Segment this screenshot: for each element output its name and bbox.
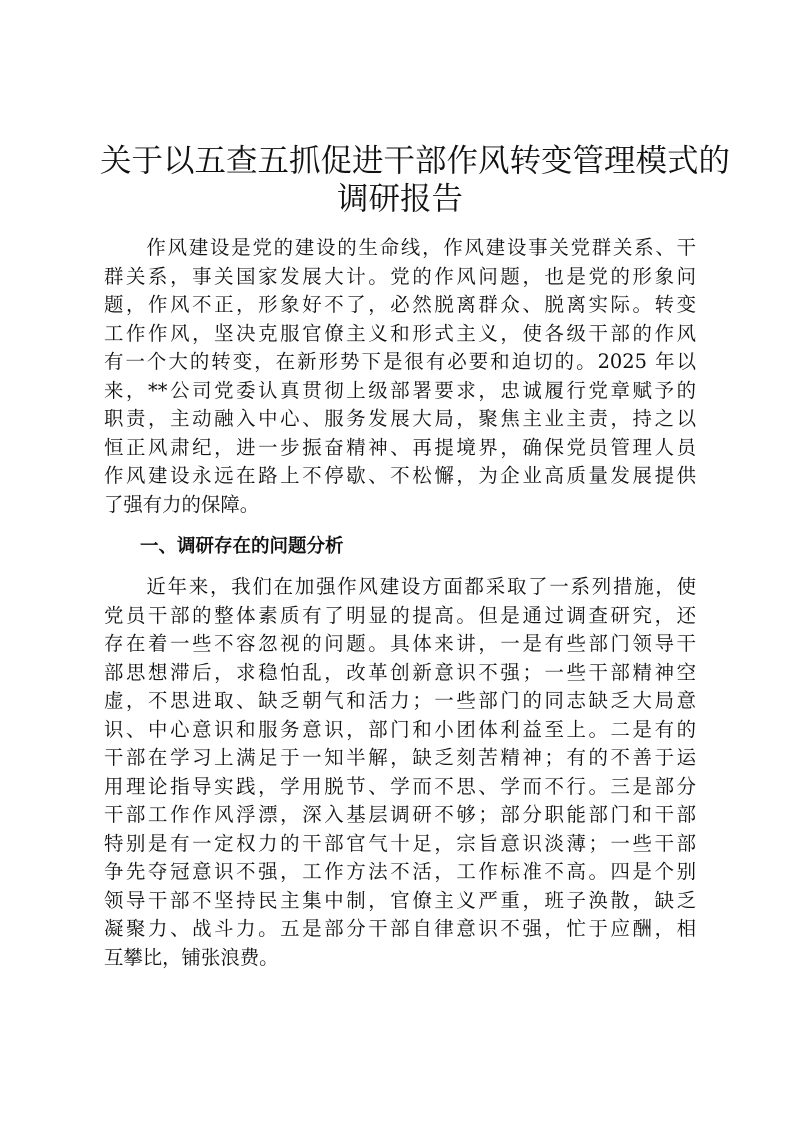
paragraph-line: 存在着一些不容忽视的问题。具体来讲，一是有些部门领导干 (104, 632, 696, 655)
paragraph-line: 有一个大的转变，在新形势下是很有必要和迫切的。2025 年以 (104, 350, 696, 373)
paragraph-line: 干部在学习上满足于一知半解，缺乏刻苦精神；有的不善于运 (104, 746, 696, 769)
title-line: 调研报告 (336, 181, 463, 217)
paragraph-line: 党员干部的整体素质有了明显的提高。但是通过调查研究，还 (104, 603, 696, 627)
paragraph-line: 部思想滞后，求稳怕乱，改革创新意识不强；一些干部精神空 (104, 660, 696, 684)
title-line: 关于以五查五抓促进干部作风转变管理模式的 (100, 143, 731, 179)
paragraph-line: 职责，主动融入中心、服务发展大局，聚焦主业主责，持之以 (104, 407, 696, 430)
section-heading: 一、调研存在的问题分析 (140, 536, 344, 557)
paragraph-line: 恒正风肃纪，进一步振奋精神、再提境界，确保党员管理人员 (104, 435, 696, 459)
paragraph-line: 干部工作作风浮漂，深入基层调研不够；部分职能部门和干部 (104, 803, 696, 826)
paragraph-line: 来，**公司党委认真贯彻上级部署要求，忠诚履行党章赋予的 (104, 378, 696, 402)
paragraph-line: 工作作风，坚决克服官僚主义和形式主义，使各级干部的作风 (104, 321, 696, 345)
paragraph-line: 作风建设永远在路上不停歇、不松懈，为企业高质量发展提供 (104, 464, 696, 487)
paragraph-line: 凝聚力、战斗力。五是部分干部自律意识不强，忙于应酬，相 (104, 917, 696, 940)
paragraph-line: 争先夺冠意识不强，工作方法不活，工作标准不高。四是个别 (104, 860, 696, 883)
paragraph-line: 识、中心意识和服务意识，部门和小团体利益至上。二是有的 (104, 717, 696, 741)
paragraph-line: 互攀比，铺张浪费。 (104, 945, 279, 969)
paragraph-line: 作风建设是党的建设的生命线，作风建设事关党群关系、干 (104, 236, 696, 259)
paragraph-line: 近年来，我们在加强作风建设方面都采取了一系列措施，使 (104, 575, 696, 598)
paragraph-line: 虚，不思进取、缺乏朝气和活力；一些部门的同志缺乏大局意 (104, 689, 696, 712)
paragraph-line: 用理论指导实践，学用脱节、学而不思、学而不行。三是部分 (104, 774, 696, 798)
paragraph-line: 题，作风不正，形象好不了，必然脱离群众、脱离实际。转变 (104, 293, 696, 316)
paragraph-line: 群关系，事关国家发展大计。党的作风问题，也是党的形象问 (104, 264, 696, 288)
intro-paragraph (104, 234, 696, 519)
paragraph-line: 了强有力的保障。 (104, 492, 260, 516)
problem-analysis-paragraph (104, 573, 696, 972)
paragraph-line: 特别是有一定权力的干部官气十足，宗旨意识淡薄；一些干部 (104, 831, 696, 855)
document-title (100, 142, 731, 218)
paragraph-line: 领导干部不坚持民主集中制，官僚主义严重，班子涣散，缺乏 (104, 888, 696, 912)
